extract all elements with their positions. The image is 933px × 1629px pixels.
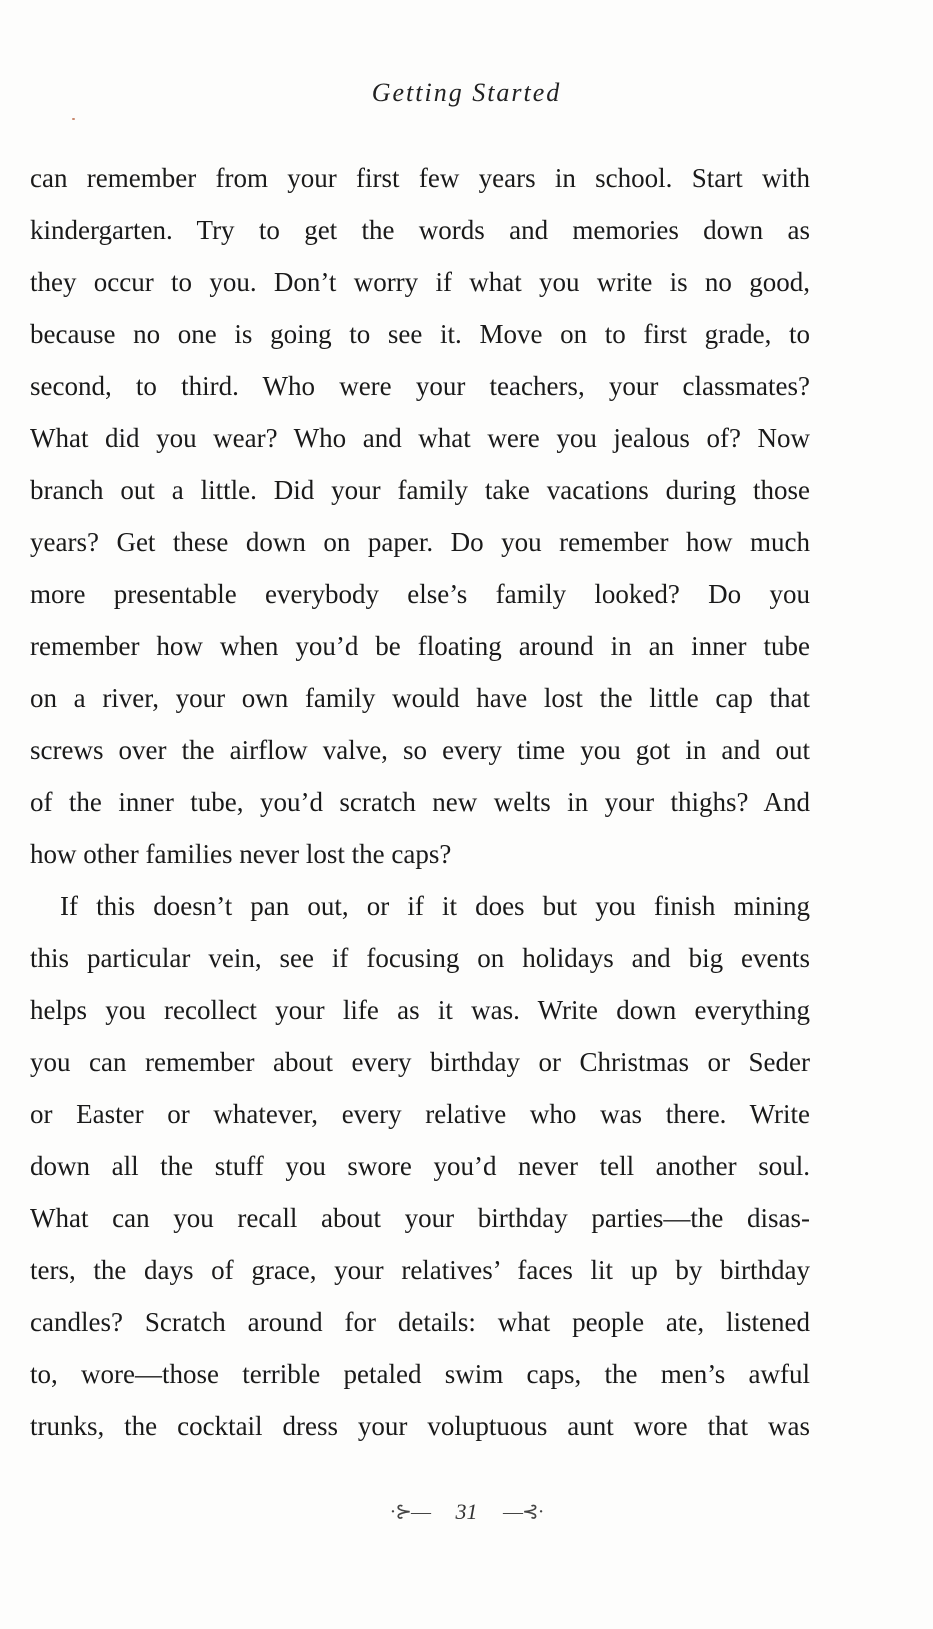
page-number: 31 bbox=[455, 1498, 478, 1524]
left-ornament-icon: ·⊱— bbox=[389, 1501, 430, 1524]
text-line: ters, the days of grace, your relatives’ faces lit up by birthday bbox=[30, 1255, 810, 1285]
page-number-footer bbox=[0, 1497, 933, 1525]
paragraph bbox=[30, 152, 810, 880]
text-line: because no one is going to see it. Move on to first grade, to bbox=[30, 319, 810, 349]
text-line: trunks, the cocktail dress your voluptuous aunt wore that was bbox=[30, 1411, 810, 1441]
text-line: or Easter or whatever, every relative who was there. Write bbox=[30, 1099, 810, 1129]
right-ornament-icon: —⊰· bbox=[503, 1501, 544, 1524]
text-line: branch out a little. Did your family take vacations during those bbox=[30, 475, 810, 505]
text-line: this particular vein, see if focusing on holidays and big events bbox=[30, 943, 810, 973]
paper-speck bbox=[72, 118, 75, 120]
text-line: second, to third. Who were your teachers, your classmates? bbox=[30, 371, 810, 401]
text-line: candles? Scratch around for details: what people ate, listened bbox=[30, 1307, 810, 1337]
text-line: can remember from your first few years in school. Start with bbox=[30, 163, 810, 193]
text-line: If this doesn’t pan out, or if it does but you finish mining bbox=[60, 891, 810, 921]
text-line: years? Get these down on paper. Do you remember how much bbox=[30, 527, 810, 557]
text-line: you can remember about every birthday or Christmas or Seder bbox=[30, 1047, 810, 1077]
text-line: down all the stuff you swore you’d never tell another soul. bbox=[30, 1151, 810, 1181]
text-line: how other families never lost the caps? bbox=[30, 839, 452, 869]
text-line: screws over the airflow valve, so every time you got in and out bbox=[30, 735, 810, 765]
text-line: more presentable everybody else’s family looked? Do you bbox=[30, 579, 810, 609]
text-line: kindergarten. Try to get the words and memories down as bbox=[30, 215, 810, 245]
text-line: What can you recall about your birthday parties—the disas- bbox=[30, 1203, 810, 1233]
paragraph bbox=[30, 880, 810, 1452]
text-line: helps you recollect your life as it was. Write down everything bbox=[30, 995, 810, 1025]
text-line: of the inner tube, you’d scratch new welts in your thighs? And bbox=[30, 787, 810, 817]
text-line: on a river, your own family would have lost the little cap that bbox=[30, 683, 810, 713]
body-text bbox=[30, 152, 810, 1452]
text-line: remember how when you’d be floating around in an inner tube bbox=[30, 631, 810, 661]
text-line: to, wore—those terrible petaled swim caps, the men’s awful bbox=[30, 1359, 810, 1389]
text-line: What did you wear? Who and what were you jealous of? Now bbox=[30, 423, 810, 453]
running-head: Getting Started bbox=[371, 78, 562, 107]
text-line: they occur to you. Don’t worry if what you write is no good, bbox=[30, 267, 810, 297]
